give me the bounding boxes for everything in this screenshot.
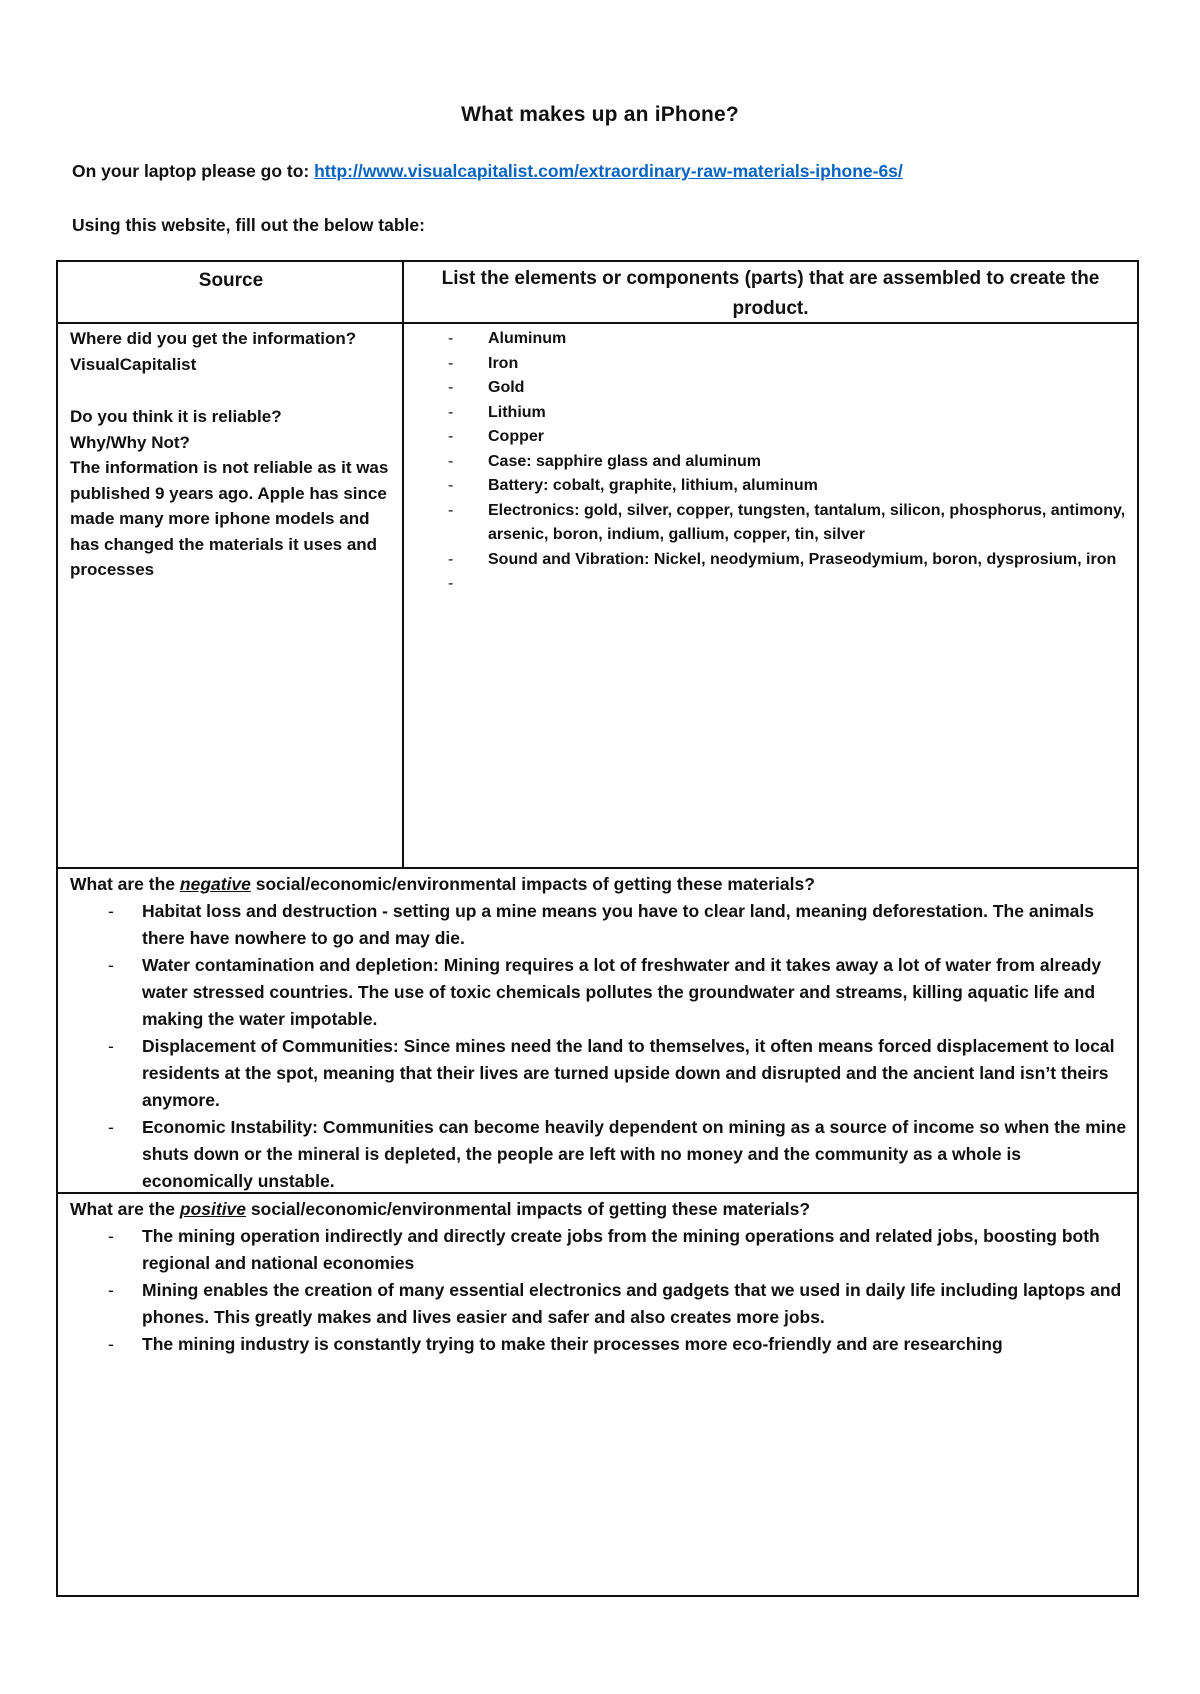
reliable-answer: The information is not reliable as it was published 9 years ago. Apple has since made many more iphone models and has changed the materials it uses and processes xyxy=(70,458,389,579)
negative-impacts-list xyxy=(70,898,1127,1195)
list-item: - Copper xyxy=(448,428,544,445)
list-item: - Habitat loss and destruction - setting up a mine means you have to clear land, meaning deforestation. The animals there have nowhere to go and may die. xyxy=(108,901,1095,948)
list-item: - Water contamination and depletion: Mining requires a lot of freshwater and it takes away a lot of water from already water stressed countries. The use of toxic chemicals pollutes the groundwater and streams, killing aquatic life and making the water impotable. xyxy=(108,955,1102,1029)
list-item: - Sound and Vibration: Nickel, neodymium, Praseodymium, boron, dysprosium, iron xyxy=(448,550,1117,568)
list-item: - Gold xyxy=(448,379,525,396)
positive-emphasis: positive xyxy=(179,1199,247,1219)
list-item: - The mining operation indirectly and directly create jobs from the mining operations and related jobs, boosting both regional and national economies xyxy=(108,1226,1100,1273)
source-cell xyxy=(58,324,404,869)
instruction-url-line xyxy=(72,161,903,182)
list-item: - Electronics: gold, silver, copper, tungsten, tantalum, silicon, phosphorus, antimony, arsenic, boron, indium, gallium, copper, tin, silver xyxy=(448,501,1126,543)
positive-impacts-cell xyxy=(58,1194,1137,1595)
list-item: - Battery: cobalt, graphite, lithium, aluminum xyxy=(448,477,818,494)
list-item: - Lithium xyxy=(448,403,546,421)
list-item: - The mining industry is constantly trying to make their processes more eco-friendly and are researching xyxy=(108,1334,1003,1354)
instruction-fill-line: Using this website, fill out the below table: xyxy=(72,215,425,235)
where-answer: VisualCapitalist xyxy=(70,354,197,374)
list-item: - Case: sapphire glass and aluminum xyxy=(448,452,761,470)
negative-impacts-cell xyxy=(58,869,1137,1194)
header-components: List the elements or components (parts) that are assembled to create the product. xyxy=(441,268,1100,319)
list-item: - Iron xyxy=(448,354,519,372)
negative-question: What are the negative social/economic/environmental impacts of getting these materials? xyxy=(70,874,815,894)
list-item: - Economic Instability: Communities can become heavily dependent on mining as a source of income so when the mine shuts down or the mineral is depleted, the people are left with no money and the community as a whole is economically unstable. xyxy=(108,1117,1127,1191)
where-question: Where did you get the information? xyxy=(70,329,357,348)
page-title: What makes up an iPhone? xyxy=(461,103,739,126)
list-item: - Aluminum xyxy=(448,330,567,347)
positive-impacts-list xyxy=(70,1223,1127,1358)
source-link[interactable]: http://www.visualcapitalist.com/extraordinary-raw-materials-iphone-6s/ xyxy=(314,161,903,181)
negative-emphasis: negative xyxy=(179,874,251,894)
list-item: - xyxy=(448,575,454,592)
worksheet-table xyxy=(56,260,1139,1597)
positive-question: What are the positive social/economic/environmental impacts of getting these materials? xyxy=(70,1199,811,1219)
list-item: - Displacement of Communities: Since mines need the land to themselves, it often means forced displacement to local residents at the spot, meaning that their lives are turned upside down and disrupted and the ancient land isn’t theirs anymore. xyxy=(108,1036,1115,1110)
instruction-prefix: On your laptop please go to: xyxy=(72,161,315,181)
reliable-question: Do you think it is reliable? xyxy=(70,407,282,426)
components-list xyxy=(448,327,1127,597)
components-cell xyxy=(404,324,1137,869)
list-item: - Mining enables the creation of many essential electronics and gadgets that we used in daily life including laptops and phones. This greatly makes and lives easier and safer and also creates more jobs. xyxy=(108,1280,1122,1327)
header-source: Source xyxy=(198,270,264,291)
why-question: Why/Why Not? xyxy=(70,432,190,452)
